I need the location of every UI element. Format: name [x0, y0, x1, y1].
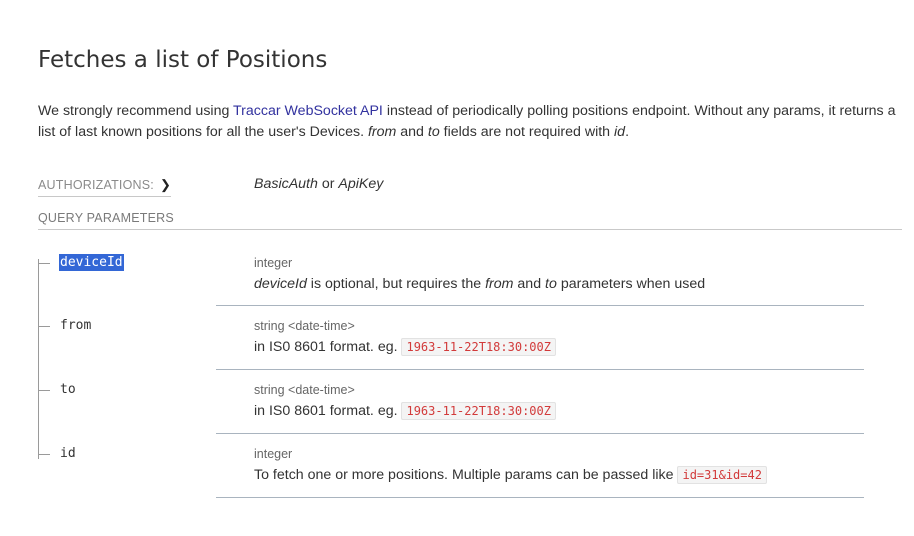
page-title: Fetches a list of Positions: [38, 47, 328, 73]
description-text: instead of periodically polling positions endpoint. Without any params, it returns a list of last known positions for all the user's Devices.: [38, 103, 896, 140]
query-parameters-heading: QUERY PARAMETERS: [38, 211, 174, 225]
param-description: [254, 465, 902, 485]
desc-text: in IS0 8601 format. eg.: [254, 403, 402, 419]
desc-text: and: [513, 276, 546, 292]
auth-or: or: [317, 176, 339, 192]
param-type: string <date-time>: [254, 319, 355, 333]
param-description: [254, 401, 902, 421]
authorizations-value: [254, 176, 383, 192]
divider: [38, 229, 902, 230]
param-type: integer: [254, 256, 293, 270]
authorizations-toggle[interactable]: [38, 177, 171, 197]
description-text: fields are not required with: [439, 124, 615, 140]
example-code: 1963-11-22T18:30:00Z: [401, 402, 556, 420]
param-info: [254, 254, 902, 294]
param-description: [254, 274, 902, 294]
description-emphasis: id: [614, 124, 626, 140]
tree-tick: [38, 263, 50, 264]
param-type: string <date-time>: [254, 383, 355, 397]
desc-emphasis: deviceId: [254, 276, 307, 292]
desc-emphasis: to: [545, 276, 557, 292]
desc-text: is optional, but requires the: [306, 276, 486, 292]
websocket-api-link[interactable]: Traccar WebSocket API: [233, 103, 383, 119]
description-emphasis: from: [367, 124, 397, 140]
chevron-right-icon: ❯: [159, 177, 172, 192]
param-separator: [216, 433, 864, 434]
example-code: 1963-11-22T18:30:00Z: [401, 338, 556, 356]
param-tree-line: [38, 262, 39, 454]
param-type: integer: [254, 447, 293, 461]
desc-emphasis: from: [485, 276, 514, 292]
param-description: [254, 337, 902, 357]
auth-scheme: BasicAuth: [254, 176, 318, 192]
description-emphasis: to: [427, 124, 440, 140]
description-text: We strongly recommend using: [38, 103, 234, 119]
param-name[interactable]: to: [60, 382, 76, 397]
desc-text: parameters when used: [556, 276, 706, 292]
description-text: and: [396, 124, 428, 140]
param-name[interactable]: deviceId: [60, 255, 123, 270]
tree-tick: [38, 454, 50, 455]
param-info: [254, 317, 902, 357]
param-separator: [216, 305, 864, 306]
desc-text: in IS0 8601 format. eg.: [254, 339, 402, 355]
description-text: .: [625, 124, 630, 140]
endpoint-description: [38, 101, 900, 143]
param-info: [254, 381, 902, 421]
tree-tick: [38, 326, 50, 327]
example-code: id=31&id=42: [677, 466, 766, 484]
tree-tick: [38, 390, 50, 391]
param-separator: [216, 369, 864, 370]
desc-text: To fetch one or more positions. Multiple params can be passed like: [254, 467, 678, 483]
param-name[interactable]: from: [60, 318, 92, 333]
param-name[interactable]: id: [60, 446, 76, 461]
authorizations-row: [38, 176, 900, 196]
authorizations-label: AUTHORIZATIONS:: [38, 178, 154, 192]
auth-scheme: ApiKey: [338, 176, 384, 192]
param-separator: [216, 497, 864, 498]
param-info: [254, 445, 902, 485]
